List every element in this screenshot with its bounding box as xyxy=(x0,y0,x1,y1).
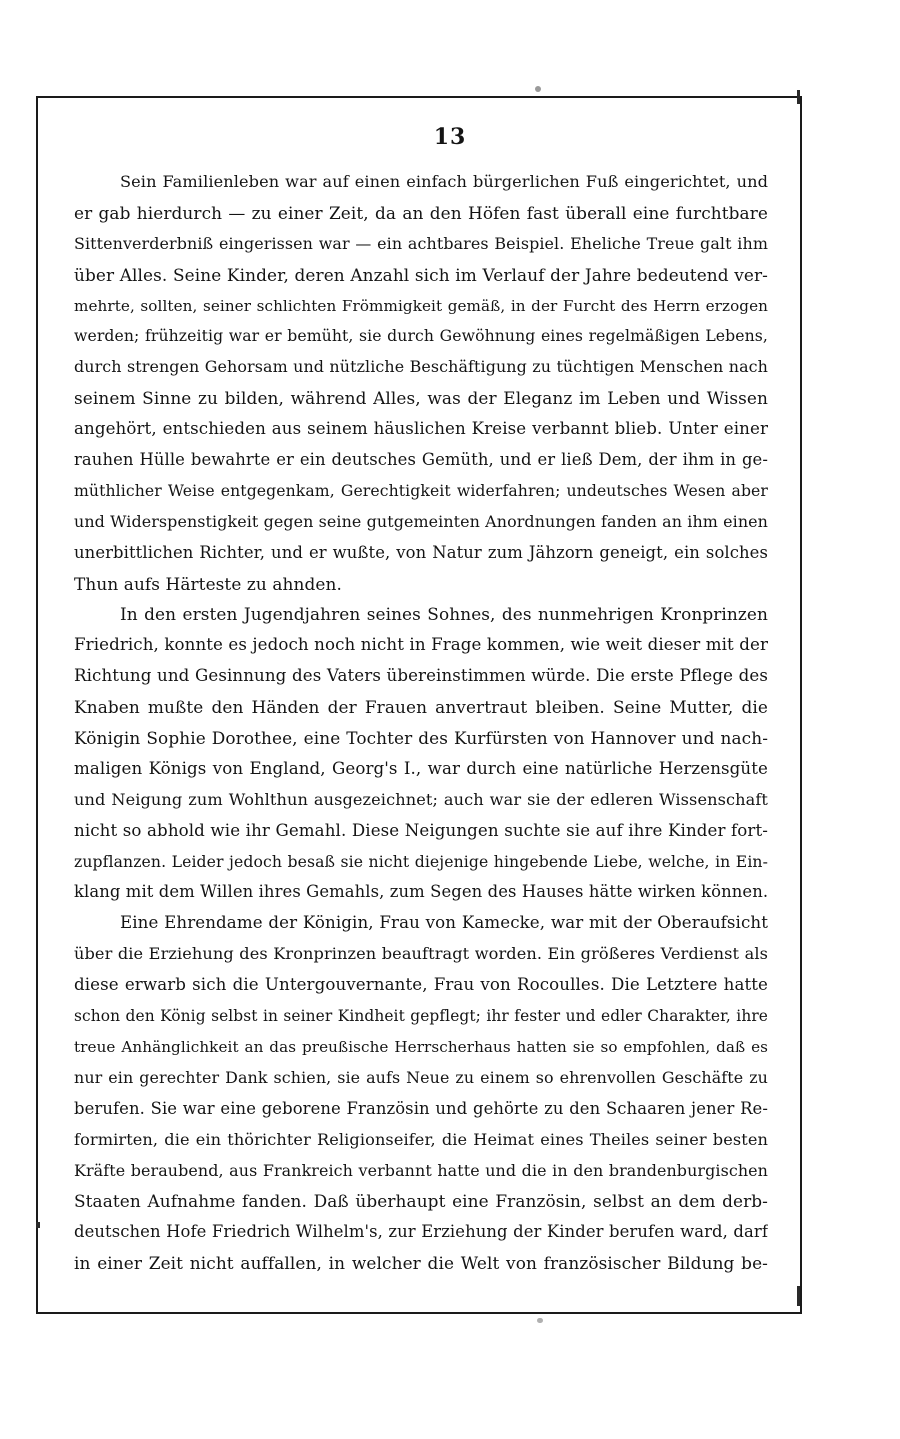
body-text xyxy=(74,167,768,1279)
paragraph-1 xyxy=(74,167,768,599)
text-line: diese erwarb sich die Untergouvernante, Frau von Rocoulles. Die Letztere hatte xyxy=(74,975,768,995)
text-line: Kräfte beraubend, aus Frankreich verbannt hatte und die in den brandenburgischen xyxy=(74,1160,768,1180)
paragraph-3 xyxy=(74,908,768,1279)
text-line: rauhen Hülle bewahrte er ein deutsches Gemüth, und er ließ Dem, der ihm in ge- xyxy=(74,450,768,470)
edge-tick-mark xyxy=(36,1222,40,1228)
text-line: er gab hierdurch — zu einer Zeit, da an den Höfen fast überall eine furchtbare xyxy=(74,202,768,223)
text-line: werden; frühzeitig war er bemüht, sie durch Gewöhnung eines regelmäßigen Lebens, xyxy=(74,326,768,346)
text-line: Eine Ehrendame der Königin, Frau von Kamecke, war mit der Oberaufsicht xyxy=(120,913,768,933)
text-line: über Alles. Seine Kinder, deren Anzahl sich im Verlauf der Jahre bedeutend ver- xyxy=(74,264,768,285)
text-line: formirten, die ein thörichter Religionseifer, die Heimat eines Theiles seiner besten xyxy=(74,1129,768,1149)
text-line: nicht so abhold wie ihr Gemahl. Diese Neigungen suchte sie auf ihre Kinder fort- xyxy=(74,820,768,840)
page-number: 13 xyxy=(433,124,467,150)
paragraph-2 xyxy=(74,599,768,908)
text-line: mehrte, sollten, seiner schlichten Frömmigkeit gemäß, in der Furcht des Herrn erzogen xyxy=(74,296,768,315)
text-line: und Neigung zum Wohlthun ausgezeichnet; auch war sie der edleren Wissenschaft xyxy=(74,789,768,809)
text-line: Königin Sophie Dorothee, eine Tochter des Kurfürsten von Hannover und nach- xyxy=(74,728,768,749)
text-line: durch strengen Gehorsam und nützliche Beschäftigung zu tüchtigen Menschen nach xyxy=(74,357,768,377)
text-line: Richtung und Gesinnung des Vaters übereinstimmen würde. Die erste Pflege des xyxy=(74,666,768,686)
text-line: zupflanzen. Leider jedoch besaß sie nicht diejenige hingebende Liebe, welche, in Ein- xyxy=(74,851,768,871)
text-line: Sein Familienleben war auf einen einfach bürgerlichen Fuß eingerichtet, und xyxy=(120,172,768,191)
text-line: Friedrich, konnte es jedoch noch nicht in Frage kommen, wie weit dieser mit der xyxy=(74,635,768,655)
smudge-mark xyxy=(535,86,541,92)
text-line: unerbittlichen Richter, und er wußte, von Natur zum Jähzorn geneigt, ein solches xyxy=(74,542,768,562)
edge-tick-mark xyxy=(797,1286,800,1306)
text-line: schon den König selbst in seiner Kindheit gepflegt; ihr fester und edler Charakter, ihre xyxy=(74,1007,768,1026)
smudge-mark xyxy=(537,1318,543,1323)
text-line: treue Anhänglichkeit an das preußische Herrscherhaus hatten sie so empfohlen, daß es xyxy=(74,1037,768,1056)
text-line: klang mit dem Willen ihres Gemahls, zum Segen des Hauses hätte wirken können. xyxy=(74,882,768,902)
text-line: Knaben mußte den Händen der Frauen anvertraut bleiben. Seine Mutter, die xyxy=(74,697,768,718)
text-line: müthlicher Weise entgegenkam, Gerechtigkeit widerfahren; undeutsches Wesen aber xyxy=(74,480,768,500)
text-line: Thun aufs Härteste zu ahnden. xyxy=(74,573,342,594)
text-line: deutschen Hofe Friedrich Wilhelm's, zur Erziehung der Kinder berufen ward, darf xyxy=(74,1222,768,1242)
text-line: nur ein gerechter Dank schien, sie aufs Neue zu einem so ehrenvollen Geschäfte zu xyxy=(74,1067,768,1087)
text-line: Staaten Aufnahme fanden. Daß überhaupt eine Französin, selbst an dem derb- xyxy=(74,1191,768,1212)
text-line: Sittenverderbniß eingerissen war — ein achtbares Beispiel. Eheliche Treue galt ihm xyxy=(74,233,768,253)
text-line: über die Erziehung des Kronprinzen beauftragt worden. Ein größeres Verdienst als xyxy=(74,944,768,964)
text-line: In den ersten Jugendjahren seines Sohnes, des nunmehrigen Kronprinzen xyxy=(120,604,768,625)
text-line: maligen Königs von England, Georg's I., war durch eine natürliche Herzensgüte xyxy=(74,758,768,778)
text-line: seinem Sinne zu bilden, während Alles, was der Eleganz im Leben und Wissen xyxy=(74,388,768,409)
edge-tick-mark xyxy=(797,90,800,104)
text-line: angehört, entschieden aus seinem häuslichen Kreise verbannt blieb. Unter einer xyxy=(74,419,768,439)
text-line: und Widerspenstigkeit gegen seine gutgemeinten Anordnungen fanden an ihm einen xyxy=(74,511,768,531)
text-line: berufen. Sie war eine geborene Französin und gehörte zu den Schaaren jener Re- xyxy=(74,1098,768,1118)
text-line: in einer Zeit nicht auffallen, in welcher die Welt von französischer Bildung be- xyxy=(74,1253,768,1274)
